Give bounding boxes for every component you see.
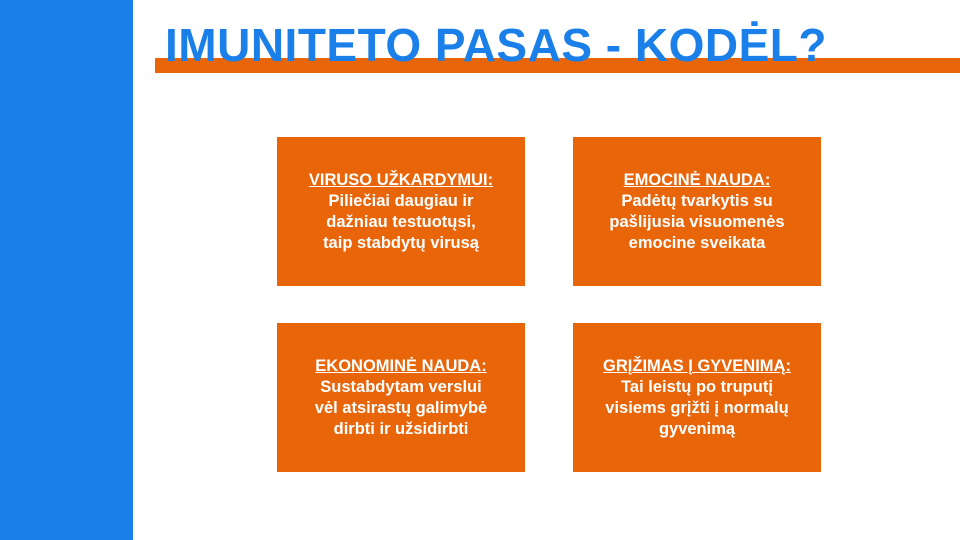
card-emotional-benefit xyxy=(573,137,821,286)
card-virus-containment xyxy=(277,137,525,286)
card-line: Sustabdytam verslui xyxy=(320,377,482,396)
card-heading: GRĮŽIMAS Į GYVENIMĄ: xyxy=(603,356,791,375)
card-line: Tai leistų po truputį xyxy=(621,377,773,396)
card-line: emocine sveikata xyxy=(628,233,766,252)
card-line: dažniau testuotųsi, xyxy=(326,212,476,231)
card-heading: EMOCINĖ NAUDA: xyxy=(623,170,771,189)
card-line: taip stabdytų virusą xyxy=(323,233,479,252)
slide-title: IMUNITETO PASAS - KODĖL? xyxy=(165,19,827,71)
left-accent-bar xyxy=(0,0,133,540)
card-heading: VIRUSO UŽKARDYMUI: xyxy=(308,170,494,189)
card-line: pašlijusia visuomenės xyxy=(609,212,785,231)
card-line: Padėtų tvarkytis su xyxy=(621,191,773,210)
card-line: dirbti ir užsidirbti xyxy=(333,419,469,438)
card-heading: EKONOMINĖ NAUDA: xyxy=(315,356,487,375)
card-line: gyvenimą xyxy=(658,419,736,438)
card-line: visiems grįžti į normalų xyxy=(605,398,789,417)
card-return-to-life xyxy=(573,323,821,472)
card-line: vėl atsirastų galimybė xyxy=(314,398,488,417)
card-line: Piliečiai daugiau ir xyxy=(328,191,474,210)
card-economic-benefit xyxy=(277,323,525,472)
